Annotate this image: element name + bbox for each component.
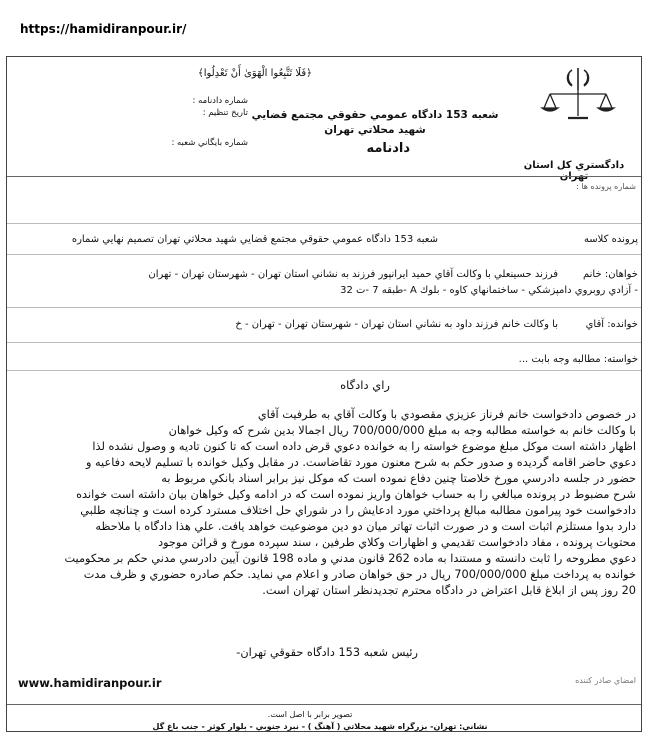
ruling-line: محتويات پرونده ، مفاد دادخواست تقديمي و اظهارات وكلاي طرفين ، سند سپرده مورخ و قرائن موجود — [158, 536, 636, 549]
classification-text: شعبه 153 دادگاه عمومي حقوقي مجتمع قضايي شهيد محلاتي تهران تصميم نهايي شماره — [71, 234, 438, 245]
ruling-line: دعوي حاضر اقامه گرديده و صدور حكم به شرح معنون مورد تقاضاست. در مقابل وكيل خوانده با تسليم لايحه دفاعيه و — [85, 456, 636, 469]
claim-subject: خواسته: مطالبه وجه بابت ... — [518, 354, 638, 365]
judge-signature-line: رئيس شعبه 153 دادگاه حقوقي تهران- — [236, 646, 418, 659]
ruling-number-label: شماره دادنامه : — [192, 96, 248, 106]
divider — [7, 342, 641, 343]
site-url-bottom[interactable]: www.hamidiranpour.ir — [18, 676, 162, 690]
ruling-line: حضور در جلسه دادرسي مورخ خلاصتا چنين دفاع نموده است كه موكل نيز برابر اسناد بانكي مربوط به — [161, 472, 636, 485]
judiciary-label: دادگستري كل استان — [523, 160, 625, 171]
judiciary-emblem-icon — [536, 64, 620, 124]
ruling-heading: راي دادگاه — [340, 378, 390, 392]
ruling-line: دارد بدوا مستلزم اثبات است و در صورت اثبات تهاتر ميان دو دين موضوعيت خواهد يافت. علي هذا دادگاه با ملاحظه — [95, 520, 636, 533]
divider — [7, 254, 641, 255]
plaintiff-address: - آزادي روبروي دامپزشكي - ساختمانهاي كاوه - بلوك A -طبقه 7 -ت 32 — [340, 285, 638, 296]
case-number-label: شماره پرونده ها : — [576, 182, 636, 191]
issue-date-label: تاريخ تنظيم : — [202, 108, 248, 118]
archive-number-label: شماره بايگاني شعبه : — [171, 138, 248, 148]
ruling-line: 20 روز پس از ابلاغ قابل اعتراض در دادگاه محترم تجديدنظر استان تهران است. — [262, 584, 636, 597]
signer-label: امضاي صادر كننده — [575, 676, 636, 685]
ruling-line: اظهار داشته است موكل مبلغ موضوع خواسته را به خوانده دعوي قرض داده است كه تا كنون تاديه و وصول نشده لذا — [92, 440, 636, 453]
divider — [7, 307, 641, 308]
document-frame — [6, 56, 642, 732]
defendant-details: با وكالت خانم فرزند داود به نشاني استان تهران - شهرستان تهران - تهران - خ — [235, 319, 558, 330]
divider — [7, 370, 641, 371]
site-url-top[interactable]: https://hamidiranpour.ir/ — [20, 22, 187, 36]
header-divider — [7, 176, 641, 177]
divider — [7, 223, 641, 224]
ruling-line: شرح مضبوط در پرونده مبالغي را به حساب خواهان واريز نموده است كه در ادامه وكيل خواهان بيان داشته است خوانده — [76, 488, 636, 501]
defendant-label: خوانده: آقاي — [585, 319, 638, 330]
ruling-line: دادخواست خود پيرامون مطالبه مبالغ پرداختي مورد ادعايش را در شوراي حل اختلاف مسترد كرده است و چنانچه طلبي — [80, 504, 636, 517]
ruling-line: دعوي مطروحه را ثابت دانسته و مستندا به ماده 262 قانون مدني و ماده 198 قانون آيين دادرسي مدني حكم بر محكوميت — [64, 552, 636, 565]
plaintiff-label: خواهان: خانم — [582, 269, 638, 280]
court-address: نشاني: تهران- بزرگراه شهيد محلاتي ( آهنگ ) - نبرد جنوبي - بلوار كوثر - جنب باغ گل — [152, 722, 488, 731]
ruling-line: با وكالت خانم به خواسته مطالبه وجه به مبلغ 700/000/000 ريال اجمالا بدين شرح كه وكيل خواهان — [168, 424, 636, 437]
ruling-body — [24, 407, 636, 599]
ruling-line: در خصوص دادخواست خانم فرناز عزيزي مقصودي با وكالت آقاي به طرفيت آقاي — [257, 408, 636, 421]
ruling-line: خوانده به پرداخت مبلغ 700/000/000 ريال در حق خواهان صادر و اعلام مي نمايد. حكم صادره حضوري و ظرف مدت — [83, 568, 636, 581]
classification-label: پرونده كلاسه — [583, 234, 638, 245]
document-title: دادنامه — [366, 141, 410, 156]
copy-certification-note: تصوير برابر با اصل است. — [267, 710, 353, 719]
court-name: شعبه 153 دادگاه عمومي حقوقي مجتمع قضايي شهيد محلاتي تهران — [251, 109, 499, 136]
quran-verse: ﴿فَلَا تَتَّبِعُوا الْهَوَىٰ أَنْ تَعْدِلُوا﴾ — [197, 68, 312, 79]
footer-divider — [7, 704, 641, 705]
plaintiff-details: فرزند حسينعلي با وكالت آقاي حميد ايرانپور فرزند به نشاني استان تهران - شهرستان تهران - تهران — [148, 269, 558, 280]
